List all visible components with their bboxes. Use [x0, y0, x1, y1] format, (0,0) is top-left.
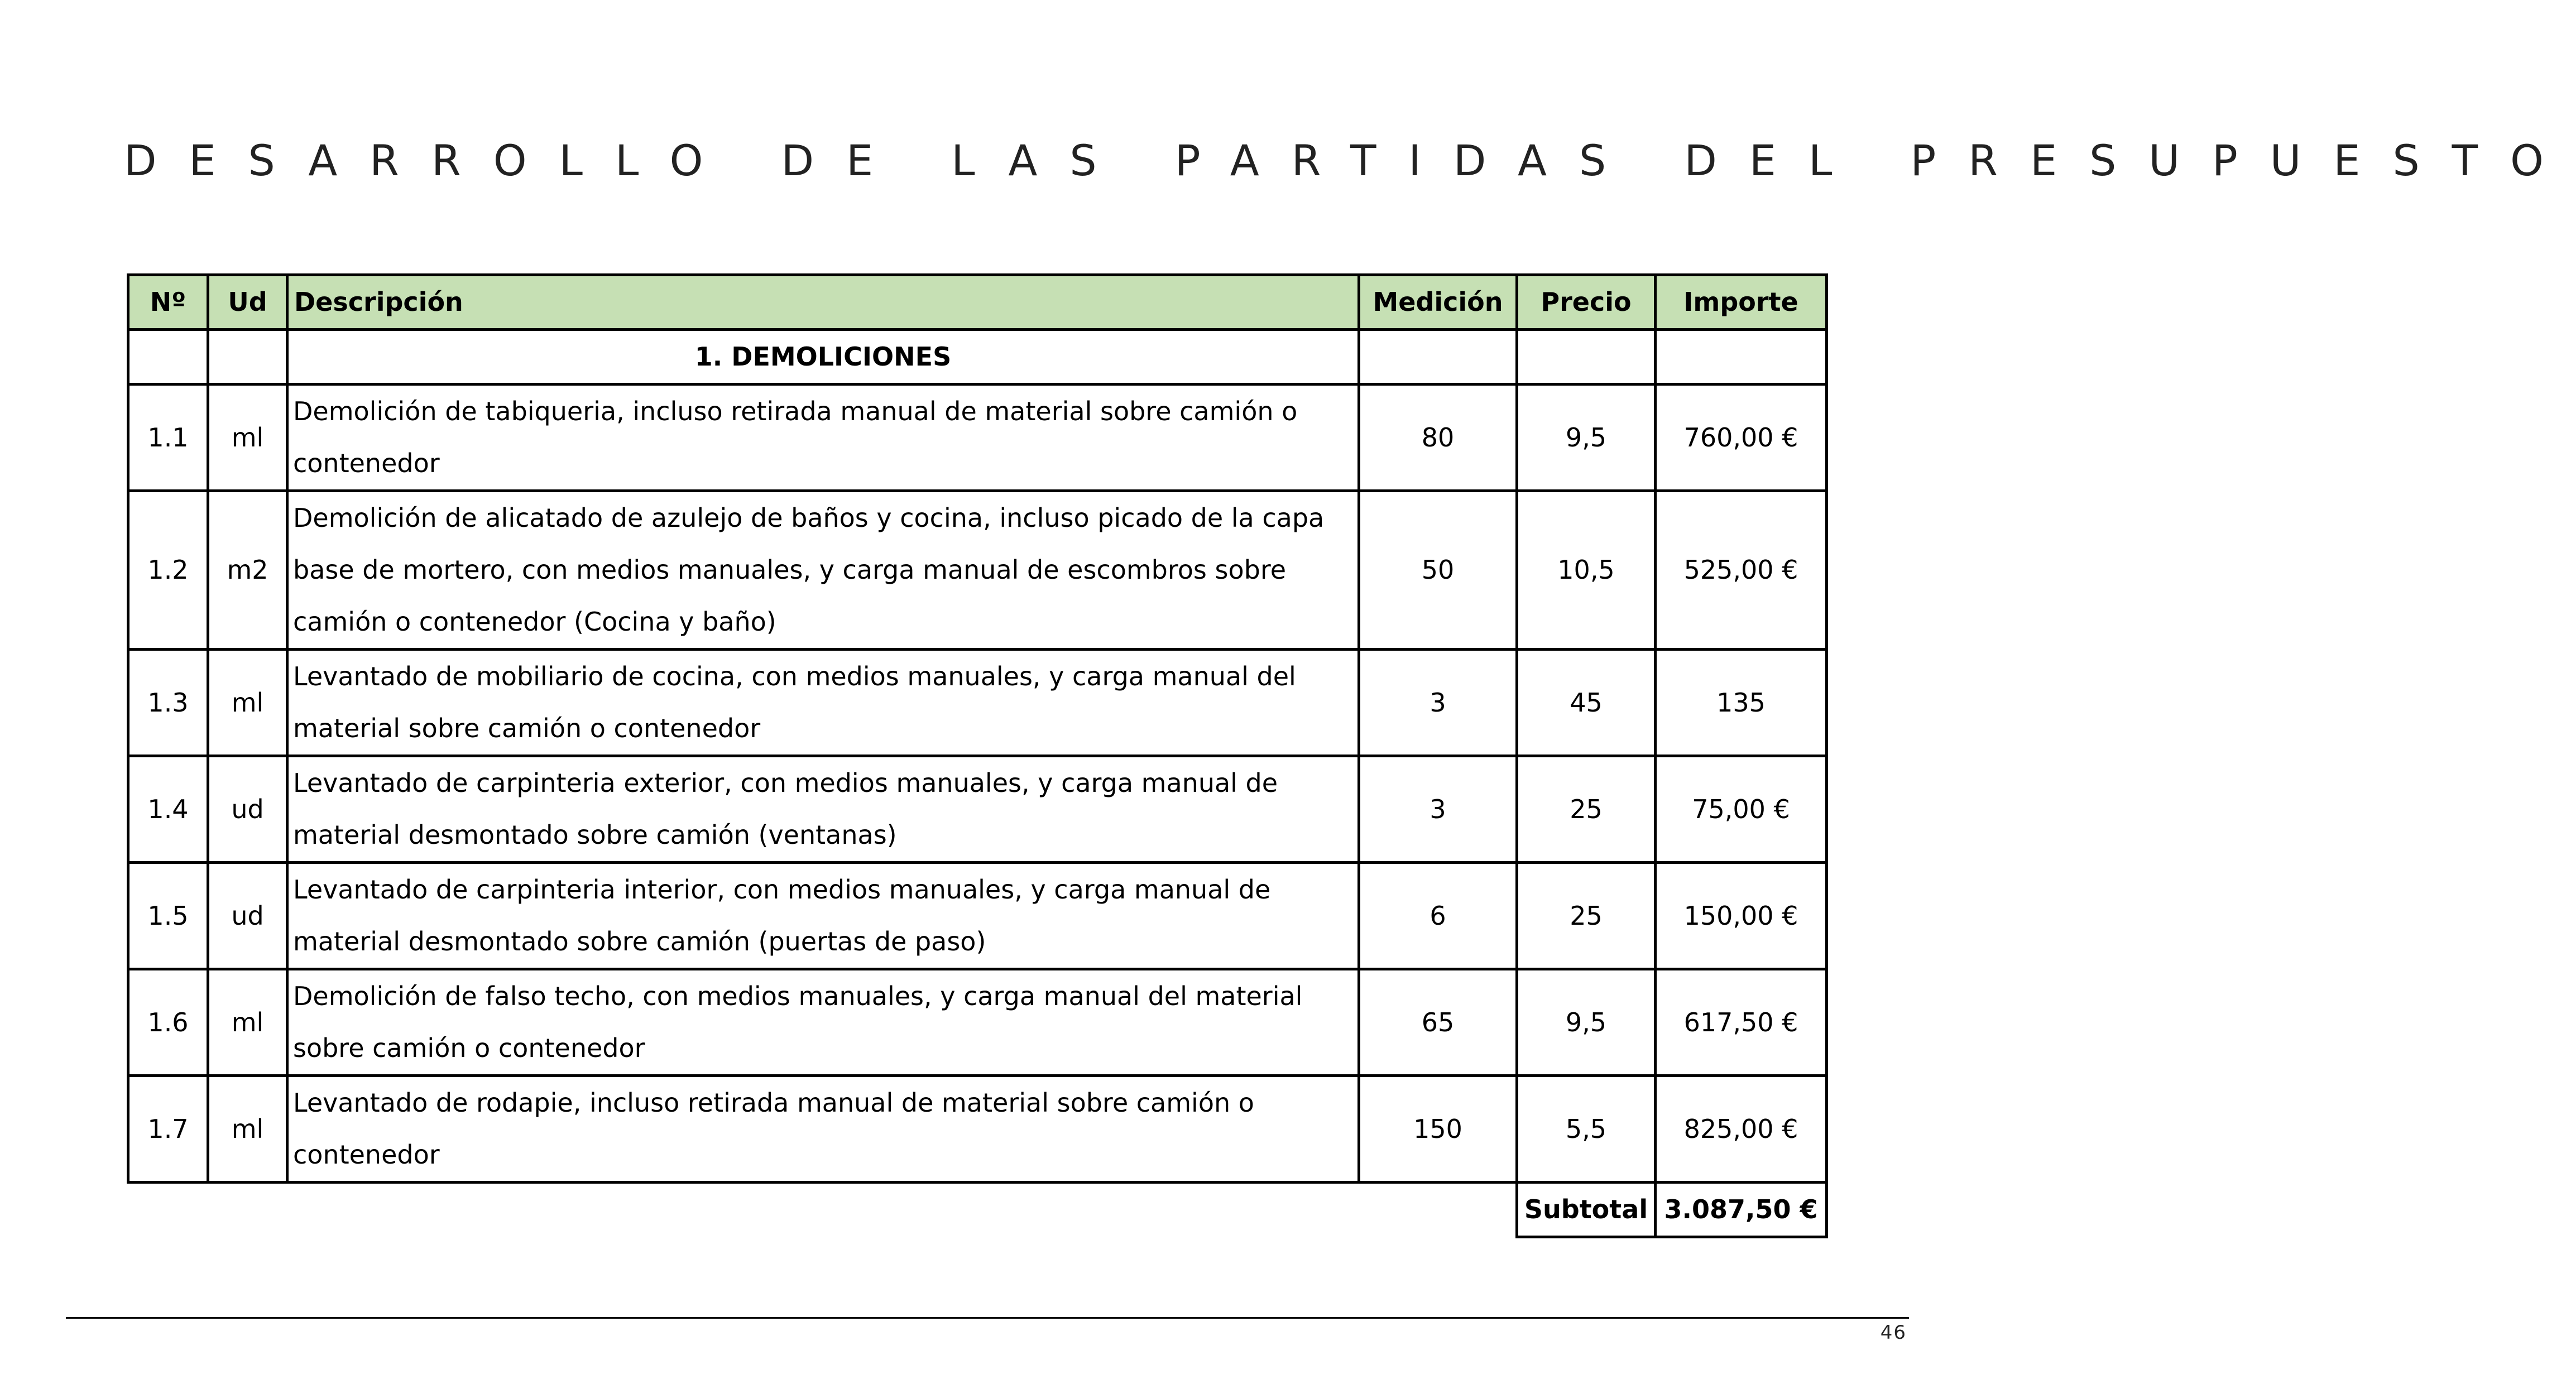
table-row — [128, 385, 1827, 491]
cell-medicion: 50 — [1359, 491, 1517, 650]
header-ud: Ud — [208, 275, 287, 330]
cell-importe: 525,00 € — [1656, 491, 1827, 650]
cell-precio: 25 — [1517, 863, 1656, 969]
cell-precio: 5,5 — [1517, 1076, 1656, 1183]
cell-medicion: 6 — [1359, 863, 1517, 969]
cell-no: 1.3 — [128, 650, 208, 756]
cell-precio: 25 — [1517, 756, 1656, 863]
subtotal-spacer — [128, 1183, 1517, 1237]
cell-ud: ml — [208, 1076, 287, 1183]
header-medicion: Medición — [1359, 275, 1517, 330]
section-empty-cell — [1359, 330, 1517, 385]
table-row — [128, 863, 1827, 969]
cell-medicion: 3 — [1359, 650, 1517, 756]
cell-no: 1.4 — [128, 756, 208, 863]
header-descripcion: Descripción — [287, 275, 1359, 330]
cell-descripcion: Demolición de alicatado de azulejo de baños y cocina, incluso picado de la capa base de mortero, con medios manuales, y carga manual de escombros sobre camión o contenedor (Cocina y baño) — [287, 491, 1359, 650]
cell-importe: 135 — [1656, 650, 1827, 756]
cell-importe: 150,00 € — [1656, 863, 1827, 969]
cell-precio: 9,5 — [1517, 969, 1656, 1076]
cell-precio: 45 — [1517, 650, 1656, 756]
page-number: 46 — [1880, 1321, 1907, 1344]
cell-importe: 75,00 € — [1656, 756, 1827, 863]
cell-descripcion: Levantado de carpinteria interior, con medios manuales, y carga manual de material desmontado sobre camión (puertas de paso) — [287, 863, 1359, 969]
cell-ud: ud — [208, 756, 287, 863]
header-importe: Importe — [1656, 275, 1827, 330]
cell-ud: ml — [208, 969, 287, 1076]
budget-table — [127, 273, 1828, 1238]
cell-medicion: 65 — [1359, 969, 1517, 1076]
table-row — [128, 756, 1827, 863]
section-empty-cell — [208, 330, 287, 385]
cell-no: 1.6 — [128, 969, 208, 1076]
cell-ud: m2 — [208, 491, 287, 650]
cell-importe: 825,00 € — [1656, 1076, 1827, 1183]
cell-medicion: 150 — [1359, 1076, 1517, 1183]
header-precio: Precio — [1517, 275, 1656, 330]
cell-ud: ml — [208, 385, 287, 491]
cell-no: 1.1 — [128, 385, 208, 491]
cell-medicion: 80 — [1359, 385, 1517, 491]
table-row — [128, 969, 1827, 1076]
header-no: Nº — [128, 275, 208, 330]
cell-ud: ml — [208, 650, 287, 756]
cell-no: 1.2 — [128, 491, 208, 650]
subtotal-label: Subtotal — [1517, 1183, 1656, 1237]
cell-descripcion: Demolición de falso techo, con medios manuales, y carga manual del material sobre camión o contenedor — [287, 969, 1359, 1076]
subtotal-value: 3.087,50 € — [1656, 1183, 1827, 1237]
section-empty-cell — [1656, 330, 1827, 385]
table-header-row — [128, 275, 1827, 330]
cell-descripcion: Levantado de carpinteria exterior, con medios manuales, y carga manual de material desmontado sobre camión (ventanas) — [287, 756, 1359, 863]
table-row — [128, 491, 1827, 650]
page-title: DESARROLLO DE LAS PARTIDAS DEL PRESUPUESTO — [124, 136, 2576, 185]
table-row — [128, 650, 1827, 756]
section-title: 1. DEMOLICIONES — [287, 330, 1359, 385]
cell-no: 1.7 — [128, 1076, 208, 1183]
cell-ud: ud — [208, 863, 287, 969]
section-empty-cell — [1517, 330, 1656, 385]
cell-descripcion: Levantado de mobiliario de cocina, con medios manuales, y carga manual del material sobre camión o contenedor — [287, 650, 1359, 756]
cell-no: 1.5 — [128, 863, 208, 969]
cell-precio: 9,5 — [1517, 385, 1656, 491]
cell-precio: 10,5 — [1517, 491, 1656, 650]
subtotal-row — [128, 1183, 1827, 1237]
cell-descripcion: Levantado de rodapie, incluso retirada manual de material sobre camión o contenedor — [287, 1076, 1359, 1183]
footer-divider — [66, 1317, 1909, 1319]
table-row — [128, 1076, 1827, 1183]
section-row — [128, 330, 1827, 385]
cell-medicion: 3 — [1359, 756, 1517, 863]
section-empty-cell — [128, 330, 208, 385]
cell-importe: 617,50 € — [1656, 969, 1827, 1076]
cell-importe: 760,00 € — [1656, 385, 1827, 491]
cell-descripcion: Demolición de tabiqueria, incluso retirada manual de material sobre camión o contenedor — [287, 385, 1359, 491]
